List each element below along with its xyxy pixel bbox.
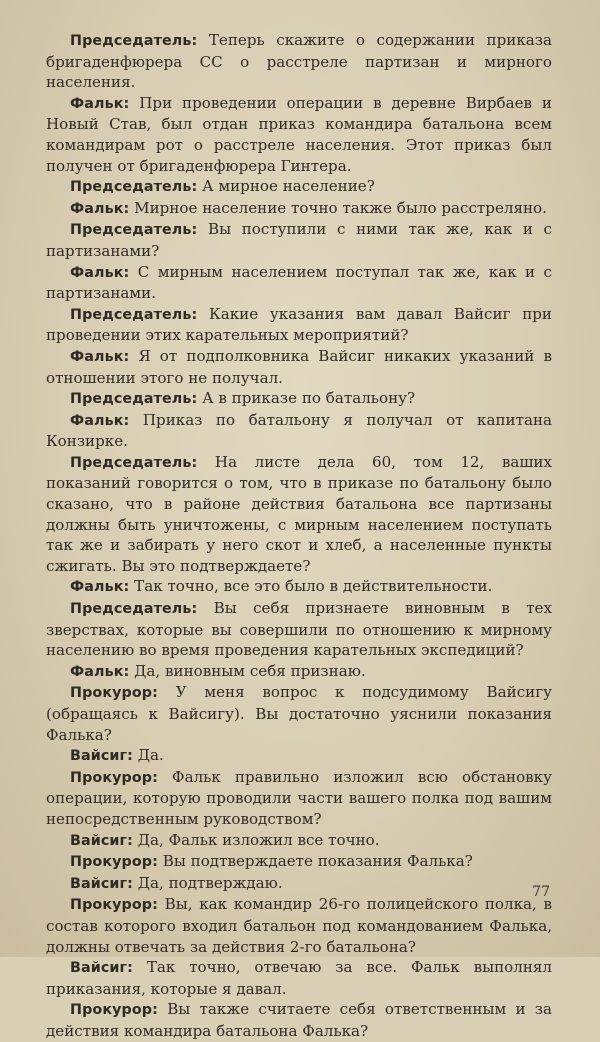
dialogue-paragraph: [46, 452, 552, 577]
speaker-label: Фальк:: [70, 412, 130, 429]
dialogue-paragraph: [46, 576, 552, 598]
speaker-label: Председатель:: [70, 454, 198, 471]
speaker-label: Председатель:: [70, 391, 198, 408]
speaker-label: Фальк:: [70, 264, 130, 281]
speech-text: Так точно, все это было в действительности.: [129, 577, 493, 596]
speaker-label: Вайсиг:: [70, 875, 133, 892]
speaker-label: Вайсиг:: [70, 748, 133, 765]
dialogue-paragraph: [46, 219, 552, 261]
speaker-label: Фальк:: [70, 663, 130, 680]
speech-text: Да, подтверждаю.: [132, 873, 283, 892]
speaker-label: Председатель:: [70, 601, 198, 618]
dialogue-paragraph: [46, 999, 552, 1041]
speaker-label: Председатель:: [70, 33, 198, 49]
page-number: 77: [532, 884, 550, 900]
speech-text: На листе дела 60, том 12, ваших показаний говорится о том, что в приказе по батальону было сказано, что в районе действия батальона все партизаны должны быть уничтожены, с мирным населением поступать так же и забирать у него скот и хлеб, а населенные пункты сжигать. Вы это подтверждаете?: [46, 452, 552, 575]
speaker-label: Фальк:: [70, 200, 130, 217]
speaker-label: Прокурор:: [70, 1002, 158, 1019]
speech-text: А в приказе по батальону?: [197, 389, 416, 408]
speaker-label: Прокурор:: [70, 685, 158, 702]
speaker-label: Председатель:: [70, 222, 198, 239]
speech-text: Я от подполковника Вайсиг никаких указаний в отношении этого не получал.: [46, 346, 552, 387]
speech-text: Фальк правильно изложил всю обстановку операции, которую проводили части вашего полка под вашим непосредственным руководством?: [46, 767, 552, 828]
speech-text: Вы также считаете себя ответственным и за действия командира батальона Фалька?: [46, 1000, 552, 1040]
speech-text: Вы, как командир 26-го полицейского полка, в состав которого входил батальон под командованием Фалька, должны отвечать за действия 2-го батальона?: [46, 895, 552, 956]
speech-text: Так точно, отвечаю за все. Фальк выполнял приказания, которые я давал.: [46, 958, 552, 998]
speech-text: При проведении операции в деревне Вирбаев и Новый Став, был отдан приказ командира батальона всем командирам рот о расстреле населения. Этот приказ был получен от бригаденфюрера Гинтера.: [46, 93, 552, 175]
speaker-label: Фальк:: [70, 95, 130, 112]
dialogue-paragraph: [46, 388, 552, 410]
speech-text: Вы подтверждаете показания Фалька?: [157, 852, 473, 871]
dialogue-paragraph: [46, 767, 552, 830]
speech-text: Да.: [132, 746, 164, 765]
speech-text: Да, виновным себя признаю.: [129, 661, 366, 680]
speech-text: Приказ по батальону я получал от капитана Конзирке.: [46, 410, 552, 451]
dialogue-paragraph: [46, 176, 552, 198]
speaker-label: Фальк:: [70, 348, 130, 365]
speech-text: Мирное население точно также было расстреляно.: [129, 198, 547, 217]
speech-text: Какие указания вам давал Вайсиг при проведении этих карательных мероприятий?: [46, 304, 552, 345]
dialogue-paragraph: [46, 304, 552, 346]
dialogue-paragraph: [46, 830, 552, 852]
speaker-label: Прокурор:: [70, 854, 158, 871]
dialogue-paragraph: [46, 873, 552, 895]
speaker-label: Прокурор:: [70, 897, 158, 914]
dialogue-paragraph: [46, 346, 552, 388]
dialogue-paragraph: [46, 598, 552, 661]
speaker-label: Вайсиг:: [70, 832, 133, 849]
speech-text: Да, Фальк изложил все точно.: [132, 830, 380, 849]
speaker-label: Председатель:: [70, 306, 198, 323]
speech-text: Теперь скажите о содержании приказа бригаденфюрера СС о расстреле партизан и мирного населения.: [46, 31, 552, 92]
dialogue-paragraph: [46, 957, 552, 999]
speech-text: У меня вопрос к подсудимому Вайсигу (обращаясь к Вайсигу). Вы достаточно уяснили показания Фалька?: [46, 683, 552, 744]
speaker-label: Прокурор:: [70, 769, 158, 786]
dialogue-paragraph: [46, 894, 552, 957]
dialogue-paragraph: [46, 661, 552, 683]
dialogue-paragraph: [46, 30, 552, 93]
speech-text: Вы себя признаете виновным в тех зверствах, которые вы совершили по отношению к мирному населению во время проведения карательных экспедиций?: [46, 599, 552, 660]
speaker-label: Председатель:: [70, 179, 198, 196]
dialogue-paragraph: [46, 410, 552, 452]
speaker-label: Вайсиг:: [70, 960, 133, 977]
dialogue-paragraph: [46, 262, 552, 304]
speech-text: Вы поступили с ними так же, как и с партизанами?: [46, 220, 552, 260]
dialogue-paragraph: [46, 745, 552, 767]
speech-text: А мирное население?: [197, 177, 375, 196]
speech-text: С мирным населением поступал так же, как и с партизанами.: [46, 262, 552, 303]
dialogue-paragraph: [46, 682, 552, 745]
dialogue-paragraph: [46, 851, 552, 873]
page-text: [46, 30, 552, 1042]
dialogue-paragraph: [46, 198, 552, 220]
dialogue-paragraph: [46, 93, 552, 176]
speaker-label: Фальк:: [70, 579, 130, 596]
